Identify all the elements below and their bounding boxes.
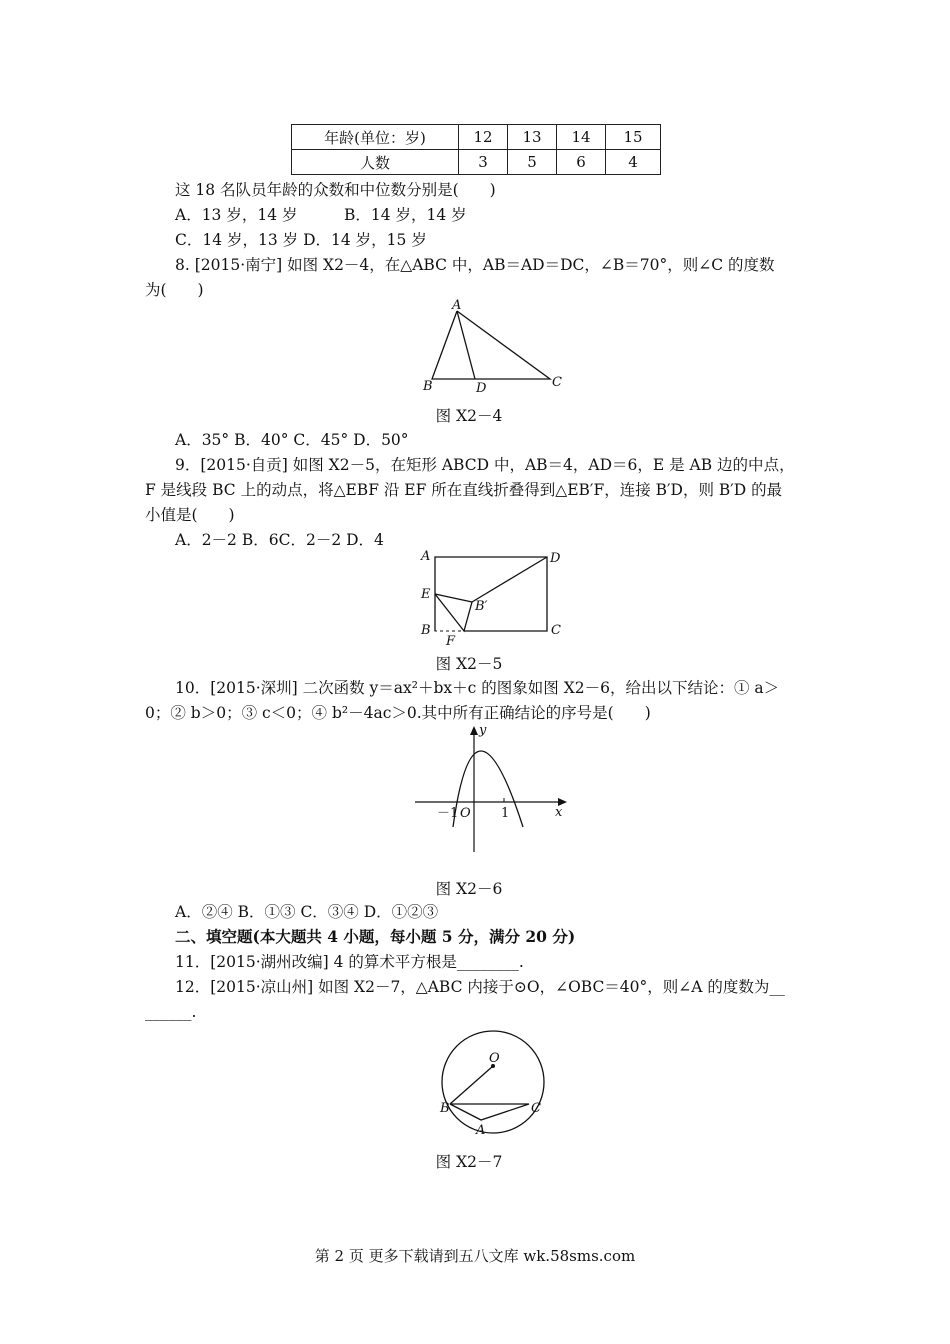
q8-stem-1: 8. [2015·南宁] 如图 X2－4，在△ABC 中，AB＝AD＝DC，∠B＝70°，则∠C 的度数 (175, 256, 775, 274)
vertex-c-label: C (552, 375, 562, 390)
table-cell: 15 (606, 125, 661, 150)
table-cell: 4 (606, 150, 661, 175)
vertex-c-label: C (531, 1101, 541, 1116)
page-footer: 第 2 页 更多下载请到五八文库 wk.58sms.com (314, 1247, 636, 1265)
q9-stem-2: F 是线段 BC 上的动点，将△EBF 沿 EF 所在直线折叠得到△EB′F，连接 B′D，则 B′D 的最 (145, 481, 783, 499)
vertex-b-label: B (440, 1101, 450, 1116)
q7-options-ab: A．13 岁，14 岁 B．14 岁，14 岁 (175, 206, 467, 224)
table-cell: 14 (557, 125, 606, 150)
table-row (292, 150, 661, 175)
figure-x2-6-parabola (415, 722, 575, 852)
vertex-d-label: D (550, 551, 561, 566)
table-cell: 12 (459, 125, 508, 150)
origin-label: O (460, 806, 471, 821)
q12-stem-2: ______. (145, 1003, 197, 1021)
figure-x2-4 (410, 298, 580, 402)
figure-caption: 图 X2－4 (435, 407, 503, 425)
q11-stem: 11．[2015·湖州改编] 4 的算术平方根是________. (175, 953, 524, 971)
vertex-a-label: A (476, 1123, 486, 1138)
x-axis-label: x (555, 805, 563, 820)
vertex-c-label: C (551, 623, 561, 638)
vertex-a-label: A (452, 298, 462, 313)
figure-caption: 图 X2－6 (435, 880, 503, 898)
vertex-f-label: F (446, 634, 456, 649)
center-o-label: O (489, 1051, 500, 1066)
vertex-b-prime-label: B′ (475, 599, 488, 614)
table-cell: 13 (508, 125, 557, 150)
q12-stem-1: 12．[2015·凉山州] 如图 X2－7，△ABC 内接于⊙O，∠OBC＝40°，则∠A 的度数为__ (175, 978, 785, 996)
tick-label-1: 1 (501, 806, 510, 821)
section-heading: 二、填空题(本大题共 4 小题，每小题 5 分，满分 20 分) (175, 927, 576, 946)
q7-options-cd: C．14 岁，13 岁 D．14 岁，15 岁 (175, 231, 427, 249)
vertex-d-label: D (476, 381, 487, 396)
vertex-b-label: B (421, 623, 431, 638)
q10-stem-1: 10．[2015·深圳] 二次函数 y＝ax²＋bx＋c 的图象如图 X2－6，给出以下结论：① a＞ (175, 679, 780, 697)
y-axis-label: y (479, 723, 487, 738)
q9-options: A．2－2 B．6C．2－2 D．4 (175, 531, 384, 549)
q8-stem-2: 为( ) (145, 281, 204, 299)
q10-stem-2: 0；② b＞0；③ c＜0；④ b²－4ac＞0.其中所有正确结论的序号是( ) (145, 704, 651, 722)
q9-stem-3: 小值是( ) (145, 506, 235, 524)
vertex-a-label: A (421, 549, 431, 564)
table-cell: 3 (459, 150, 508, 175)
vertex-e-label: E (421, 587, 431, 602)
vertex-b-label: B (423, 379, 433, 394)
figure-caption: 图 X2－7 (435, 1153, 503, 1171)
figure-x2-5 (415, 549, 575, 649)
table-cell: 年龄(单位：岁) (292, 125, 459, 150)
q7-stem: 这 18 名队员年龄的众数和中位数分别是( ) (175, 181, 496, 199)
table-cell: 6 (557, 150, 606, 175)
q8-options: A．35° B．40° C．45° D．50° (175, 431, 409, 449)
table-row (292, 125, 661, 150)
q9-stem-1: 9．[2015·自贡] 如图 X2－5，在矩形 ABCD 中，AB＝4，AD＝6，E 是 AB 边的中点， (175, 456, 795, 474)
figure-caption: 图 X2－5 (435, 655, 503, 673)
q10-options: A．②④ B．①③ C．③④ D．①②③ (175, 903, 439, 921)
figure-x2-7-circle (430, 1020, 560, 1140)
tick-label-neg1: －1 (437, 806, 459, 821)
age-table (291, 124, 661, 175)
table-cell: 人数 (292, 150, 459, 175)
table-cell: 5 (508, 150, 557, 175)
